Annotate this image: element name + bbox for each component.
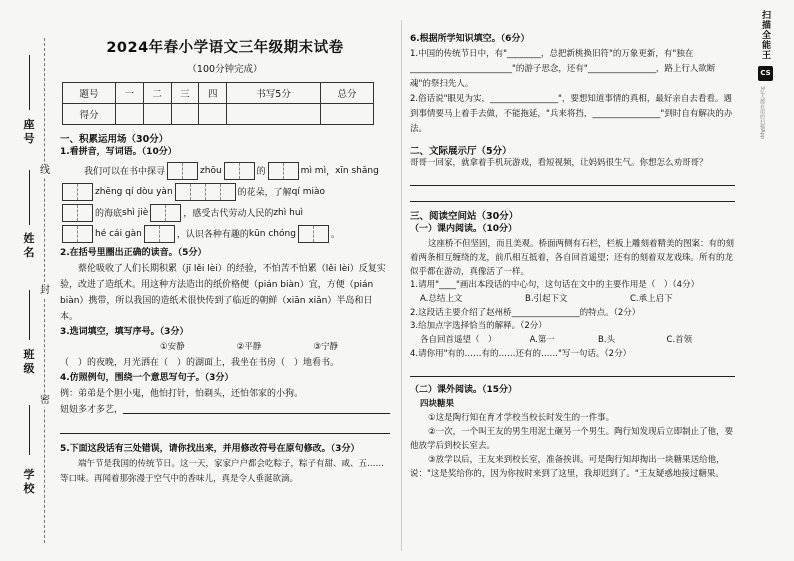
- question-4-example: 例：弟弟是个胆小鬼，他怕打针，怕剃头，还怕邻家的小狗。: [60, 389, 304, 399]
- name-line: [29, 170, 30, 225]
- section-3-heading: 三、阅读空间站（30分）: [410, 211, 519, 222]
- text: 的: [256, 167, 266, 177]
- score-input-cell[interactable]: [199, 104, 227, 125]
- option[interactable]: C.承上启下: [630, 294, 673, 304]
- answer-line[interactable]: [410, 361, 735, 377]
- reading-2-title: 四块糖果: [420, 399, 455, 409]
- answer-boxes[interactable]: [268, 162, 299, 180]
- option[interactable]: B.头: [598, 335, 616, 345]
- section-1-heading: 一、积累运用场（30分）: [60, 134, 169, 145]
- exam-title: 2024年春小学语文三年级期末试卷: [106, 40, 344, 56]
- reading-2-para-1: ①这是陶行知在育才学校当校长时发生的一件事。: [428, 413, 615, 423]
- left-column: [60, 30, 390, 487]
- scanner-name: 扫描全能王: [760, 10, 770, 60]
- score-input-cell[interactable]: [143, 104, 171, 125]
- score-table: [62, 82, 374, 125]
- class-label: 班级: [23, 348, 35, 375]
- seat-label: 座号: [23, 118, 35, 145]
- score-table-score-row: [63, 104, 374, 125]
- text: 妞妞多才多艺，: [60, 405, 124, 415]
- reading-1-q4: 4.请你用"有的……有的……还有的……"写一句话。（2分）: [410, 349, 632, 359]
- answer-boxes[interactable]: [224, 162, 255, 180]
- score-cell: 二: [143, 83, 171, 104]
- score-input-cell[interactable]: [115, 104, 143, 125]
- seat-line: [29, 55, 30, 110]
- option[interactable]: B.引起下文: [525, 294, 568, 304]
- section-2-heading: 二、文际展示厅（5分）: [410, 146, 512, 157]
- question-6: 6.根据所学知识填空。（6分）: [410, 34, 530, 44]
- answer-boxes[interactable]: [167, 162, 198, 180]
- reading-1-q1-options: [410, 292, 735, 307]
- question-2-text[interactable]: 蔡伦吸收了人们长期积累（jī lěi lèi）的经验，不怕苦不怕累（lěi lèi）反复实验，改进了造纸术。用这种方法造出的纸价格便（pián biàn）宜，方便（pián biàn）携带，所以我国的造纸术很快传到了临近的朝鲜（xiān xiǎn）半岛和日本。: [60, 264, 386, 322]
- question-4: 4.仿照例句，围绕一个意思写句子。（3分）: [60, 373, 234, 383]
- reading-2-para-3: ③放学以后，王友来到校长室，准备挨训。可是陶行知却掏出一块糖果送给他，说："这是奖给你的，因为你按时来到了这里，我却迟到了。"王友疑惑地接过糖果。: [410, 455, 725, 479]
- option: ①安静: [160, 342, 185, 352]
- reading-2-para-2: ②一次，一个叫王友的男生用泥土砸另一个男生。陶行知发现后立即制止了他，要他放学后到校长室去。: [410, 427, 734, 451]
- question-3-options: [60, 340, 390, 355]
- pinyin: zhì huì: [273, 207, 304, 218]
- pinyin-line-4: [60, 223, 390, 244]
- question-6-part-2[interactable]: 2.俗话说"眼见为实，________________"，要想知道事情的真相，最好亲自去看看。遇到事情要马上着手去做，不能拖延，"兵来将挡，________________"到时自有解决的办法。: [410, 94, 733, 134]
- answer-boxes[interactable]: [175, 183, 236, 201]
- reading-1-heading: （一）课内阅读。（10分）: [410, 224, 518, 234]
- pinyin-line-2: [60, 181, 390, 202]
- seal-char-seal: 封: [40, 285, 50, 296]
- answer-boxes[interactable]: [144, 225, 175, 243]
- answer-line[interactable]: [410, 170, 735, 186]
- score-cell: 得分: [63, 104, 116, 125]
- text: 。: [330, 230, 340, 240]
- score-cell: 总分: [321, 83, 374, 104]
- answer-line[interactable]: [410, 186, 735, 202]
- scanner-watermark: [758, 10, 774, 140]
- school-label: 学校: [23, 468, 35, 495]
- question-6-part-1[interactable]: 1.中国的传统节日中，有"________，总把新桃换旧符"的万象更新，有"独在________________________"的游子思念，还有"________________，路上行人欲断魂"的祭扫先人。: [410, 49, 716, 89]
- pinyin: mì mì: [300, 165, 327, 176]
- class-line: [29, 290, 30, 340]
- pinyin: shì jiè: [122, 207, 149, 218]
- question-1: 1.看拼音，写词语。（10分）: [60, 147, 177, 157]
- score-input-cell[interactable]: [171, 104, 199, 125]
- score-cell: 三: [171, 83, 199, 104]
- answer-boxes[interactable]: [62, 183, 93, 201]
- right-column: [410, 32, 735, 481]
- answer-boxes[interactable]: [298, 225, 329, 243]
- option[interactable]: C.首领: [666, 335, 693, 345]
- exam-subtitle: （100分钟完成）: [187, 64, 263, 75]
- option[interactable]: A.总结上文: [420, 294, 463, 304]
- pinyin: zhēng qí dòu yàn: [95, 186, 173, 197]
- answer-boxes[interactable]: [62, 204, 93, 222]
- text: 的海底: [95, 209, 123, 219]
- reading-1-q3: 3.给加点字选择恰当的解释。（2分）: [410, 321, 547, 331]
- text: 的花朵，了解: [237, 188, 292, 198]
- score-table-header-row: [63, 83, 374, 104]
- pinyin: kūn chóng: [248, 228, 296, 239]
- seal-char-line: 线: [40, 165, 50, 176]
- question-5: 5.下面这段话有三处错误，请你找出来，并用修改符号在原句修改。（3分）: [60, 444, 360, 454]
- text: 我们可以在书中探寻: [84, 167, 166, 177]
- text: ，感受古代劳动人民的: [183, 209, 274, 219]
- section-2-question: 哥哥一回家，就拿着手机玩游戏，看短视频，让妈妈很生气。你想怎么劝哥哥？: [410, 158, 708, 168]
- reading-1-q2[interactable]: 2.这段话主要介绍了赵州桥________________的特点。（2分）: [410, 308, 641, 318]
- option[interactable]: 各自回首遥望（ ）: [420, 335, 497, 345]
- question-3: 3.选词填空，填写序号。（3分）: [60, 327, 189, 337]
- pinyin-line-3: [60, 202, 390, 223]
- score-cell: 书写5分: [227, 83, 321, 104]
- answer-boxes[interactable]: [62, 225, 93, 243]
- seal-char-secret: 密: [40, 395, 50, 406]
- text: ，认识各种有趣的: [176, 230, 249, 240]
- question-2: 2.在括号里圈出正确的读音。（5分）: [60, 248, 207, 258]
- scanner-logo-icon: CS: [758, 66, 773, 81]
- answer-line[interactable]: [123, 402, 390, 414]
- pinyin: zhōu: [200, 165, 222, 176]
- score-cell: 一: [115, 83, 143, 104]
- answer-boxes[interactable]: [150, 204, 181, 222]
- question-3-sentence[interactable]: （ ）的夜晚，月光洒在（ ）的湖面上，我坐在书房（ ）地看书。: [60, 358, 340, 368]
- pinyin: hé cái gàn: [95, 228, 142, 239]
- school-line: [29, 405, 30, 455]
- binding-strip: [0, 0, 52, 561]
- text: ，: [326, 167, 336, 177]
- reading-1-q1: 1.请用"____"画出本段话的中心句，这句话在文中的主要作用是（ ）（4分）: [410, 280, 700, 290]
- reading-1-q3-options: [410, 333, 735, 348]
- column-divider: [401, 20, 402, 551]
- option: ②平静: [236, 342, 262, 352]
- pinyin: qí miào: [291, 186, 326, 197]
- pinyin: xīn shǎng: [335, 165, 379, 176]
- pinyin-line-1: [60, 160, 390, 181]
- name-label: 姓名: [23, 232, 35, 259]
- score-cell: 四: [199, 83, 227, 104]
- question-5-text[interactable]: 端午节是我国的传统节日。这一天，家家户户都会吃粽子，粽子有甜、咸、五……等口味。再闻着那弥漫于空气中的香味儿，真是令人垂涎欲滴。: [60, 459, 385, 484]
- question-4-answer: [60, 402, 390, 418]
- reading-1-passage[interactable]: 这座桥不但坚固，而且美观。桥面两侧有石栏，栏板上雕刻着精美的图案：有的刻着两条相互缠绕的龙，前爪相互抵着，各自回首遥望；还有的刻着双龙戏珠。所有的龙似乎都在游动，真像活了一样。: [410, 239, 735, 277]
- option[interactable]: A.第一: [529, 335, 555, 345]
- score-input-cell[interactable]: [321, 104, 374, 125]
- option: ③宁静: [313, 342, 338, 352]
- score-input-cell[interactable]: [227, 104, 321, 125]
- score-cell: 题号: [63, 83, 116, 104]
- scanner-tagline: 3亿人都在用的扫描App: [759, 86, 765, 139]
- reading-2-heading: （二）课外阅读。（15分）: [410, 385, 518, 395]
- answer-line[interactable]: [60, 418, 390, 434]
